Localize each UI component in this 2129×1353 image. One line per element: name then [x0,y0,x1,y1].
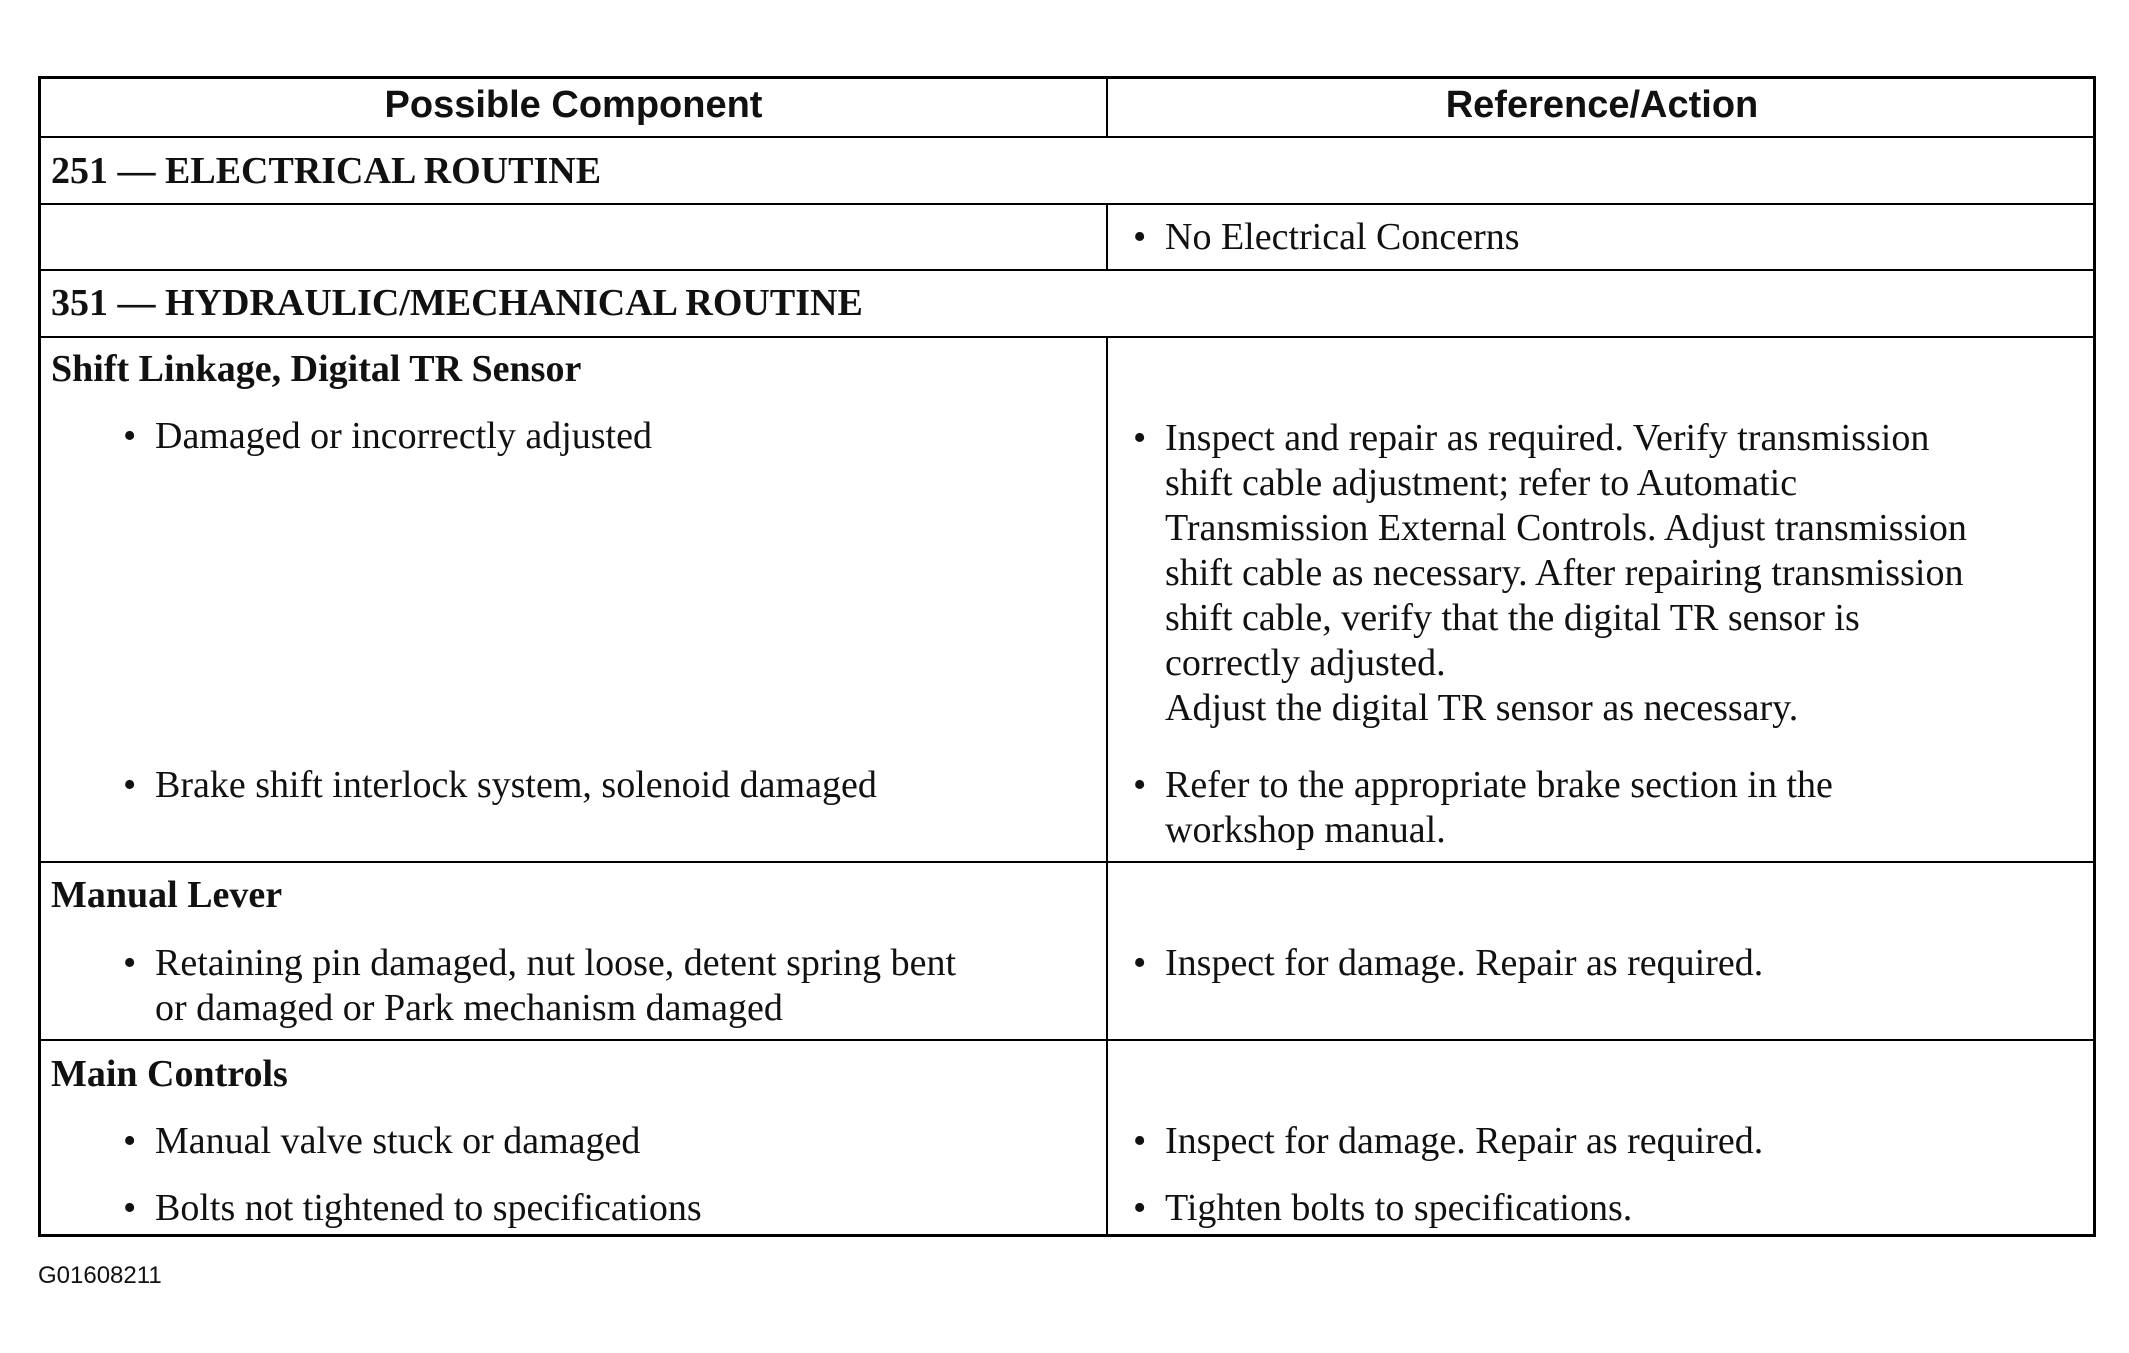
diagnostic-table [38,76,2096,1237]
row-divider [41,1039,2093,1041]
main-controls-action-bolts: • Tighten bolts to specifications. [1165,1186,1632,1231]
main-controls-item-bolts: • Bolts not tightened to specifications [155,1186,702,1231]
item-line: or damaged or Park mechanism damaged [155,987,783,1029]
action-line: workshop manual. [1165,809,1446,851]
main-controls-heading: Main Controls [51,1053,288,1095]
item-line: • Retaining pin damaged, nut loose, detent spring bent [155,942,957,984]
shift-linkage-item-brake-interlock: • Brake shift interlock system, solenoid damaged [155,763,877,808]
manual-lever-action: • Inspect for damage. Repair as required. [1165,941,1763,986]
action-line: shift cable adjustment; refer to Automatic [1165,462,1798,504]
main-controls-action-valve: • Inspect for damage. Repair as required. [1165,1119,1763,1164]
main-controls-item-valve: • Manual valve stuck or damaged [155,1119,640,1164]
shift-linkage-action-inspect [1165,416,2085,731]
header-possible-component: Possible Component [384,84,763,126]
header-reference-action: Reference/Action [1445,84,1759,126]
figure-id: G01608211 [38,1262,162,1289]
action-line: • Inspect and repair as required. Verify transmission [1165,417,1930,459]
electrical-note: • No Electrical Concerns [1165,215,1520,260]
action-line: • Refer to the appropriate brake section in the [1165,764,1833,806]
row-divider [41,269,2093,271]
column-divider [1106,203,1108,271]
action-line: correctly adjusted. [1165,642,1446,684]
action-line: shift cable as necessary. After repairing transmission [1165,552,1964,594]
manual-lever-item [155,941,956,1031]
shift-linkage-heading: Shift Linkage, Digital TR Sensor [51,348,582,390]
manual-lever-heading: Manual Lever [51,874,283,916]
shift-linkage-action-brake [1165,763,1833,853]
header-divider [41,136,2093,138]
action-line: shift cable, verify that the digital TR sensor is [1165,597,1860,639]
row-divider [41,203,2093,205]
shift-linkage-item-damaged: • Damaged or incorrectly adjusted [155,414,652,459]
electrical-routine-heading: 251 — ELECTRICAL ROUTINE [51,150,602,192]
column-divider [1106,336,1108,1234]
action-line: Adjust the digital TR sensor as necessary. [1165,687,1799,729]
hydraulic-routine-heading: 351 — HYDRAULIC/MECHANICAL ROUTINE [51,282,863,324]
row-divider [41,861,2093,863]
action-line: Transmission External Controls. Adjust transmission [1165,507,1967,549]
row-divider [41,336,2093,338]
